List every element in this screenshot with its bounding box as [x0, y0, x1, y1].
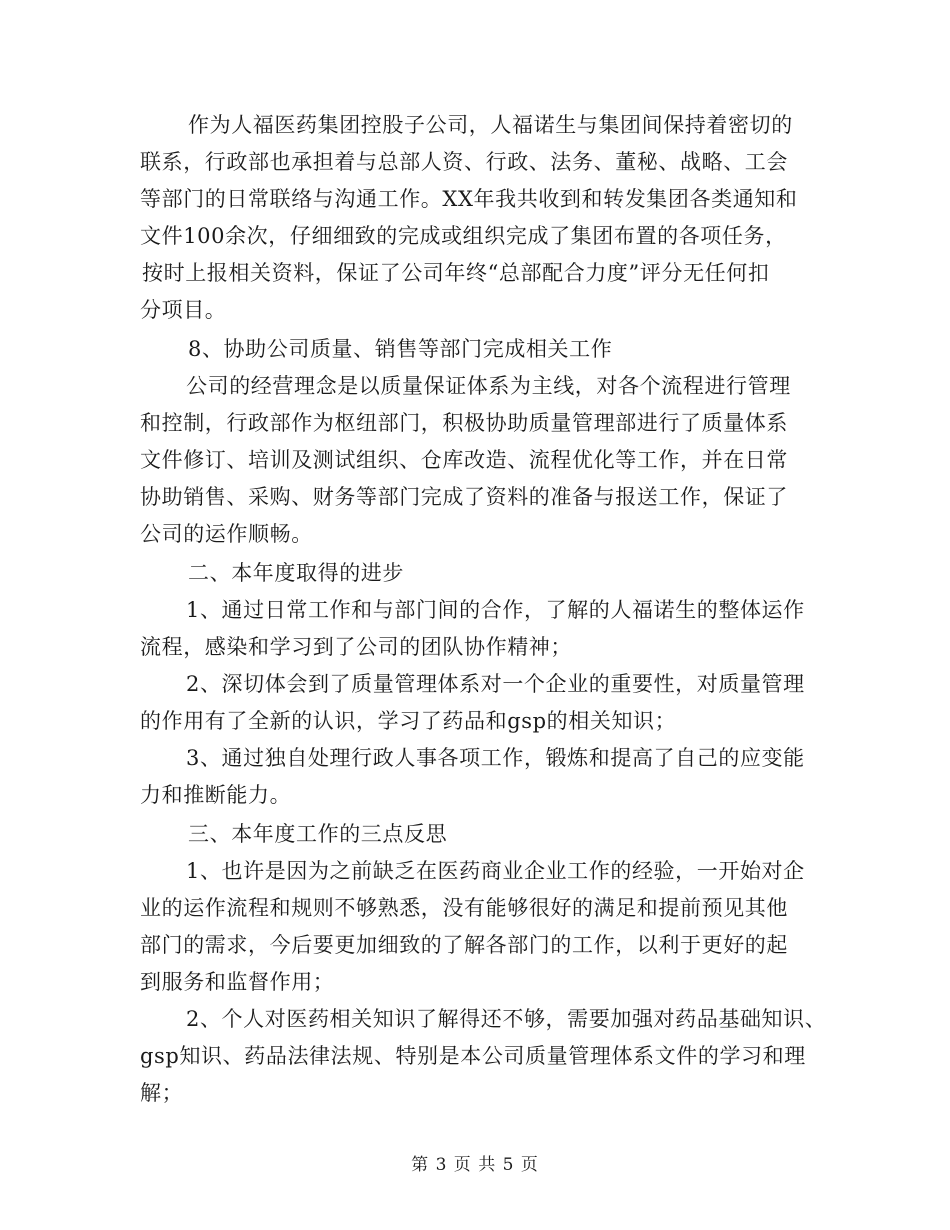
- current-page-number: 3: [435, 1155, 448, 1175]
- text-line: 2、个人对医药相关知识了解得还不够，需要加强对药品基础知识、: [186, 1007, 827, 1031]
- text-line: 二、本年度取得的进步: [188, 561, 404, 585]
- page-label-mid: 页 共: [453, 1155, 497, 1175]
- text-line: 1、也许是因为之前缺乏在医药商业企业工作的经验，一开始对企: [186, 859, 805, 883]
- text-line: 1、通过日常工作和与部门间的合作，了解的人福诺生的整体运作: [186, 598, 805, 622]
- text-line: 2、深切体会到了质量管理体系对一个企业的重要性，对质量管理: [186, 672, 805, 696]
- text-line: 到服务和监督作用；: [140, 970, 335, 994]
- text-line: 业的运作流程和规则不够熟悉，没有能够很好的满足和提前预见其他: [140, 896, 788, 920]
- text-line: 公司的运作顺畅。: [140, 522, 313, 546]
- total-pages-number: 5: [502, 1155, 515, 1175]
- text-line: gsp知识、药品法律法规、特别是本公司质量管理体系文件的学习和理: [140, 1044, 806, 1068]
- page-footer: [0, 1154, 950, 1176]
- text-line: 部门的需求，今后要更加细致的了解各部门的工作，以利于更好的起: [140, 933, 788, 957]
- text-line: 协助销售、采购、财务等部门完成了资料的准备与报送工作，保证了: [140, 485, 788, 509]
- text-line: 8、协助公司质量、销售等部门完成相关工作: [188, 337, 613, 361]
- text-line: 的作用有了全新的认识，学习了药品和gsp的相关知识；: [140, 709, 677, 733]
- text-line: 和控制，行政部作为枢纽部门，积极协助质量管理部进行了质量体系: [140, 411, 788, 435]
- text-line: 分项目。: [140, 298, 227, 322]
- text-line: 力和推断能力。: [140, 783, 292, 807]
- text-line: 文件100余次，仔细细致的完成或组织完成了集团布置的各项任务，: [140, 224, 787, 248]
- text-line: 解；: [140, 1081, 184, 1105]
- text-line: 等部门的日常联络与沟通工作。XX年我共收到和转发集团各类通知和: [140, 187, 798, 211]
- text-line: 按时上报相关资料，保证了公司年终“总部配合力度”评分无任何扣: [142, 261, 770, 285]
- text-line: 流程，感染和学习到了公司的团队协作精神；: [140, 635, 572, 659]
- text-line: 3、通过独自处理行政人事各项工作，锻炼和提高了自己的应变能: [186, 746, 805, 770]
- text-line: 文件修订、培训及测试组织、仓库改造、流程优化等工作，并在日常: [140, 448, 788, 472]
- page-label-suffix: 页: [520, 1155, 539, 1175]
- text-line: 公司的经营理念是以质量保证体系为主线，对各个流程进行管理: [186, 374, 791, 398]
- text-line: 联系，行政部也承担着与总部人资、行政、法务、董秘、战略、工会: [140, 150, 788, 174]
- text-line: 三、本年度工作的三点反思: [188, 822, 448, 846]
- page-label-prefix: 第: [411, 1155, 430, 1175]
- text-line: 作为人福医药集团控股子公司，人福诺生与集团间保持着密切的: [188, 113, 793, 137]
